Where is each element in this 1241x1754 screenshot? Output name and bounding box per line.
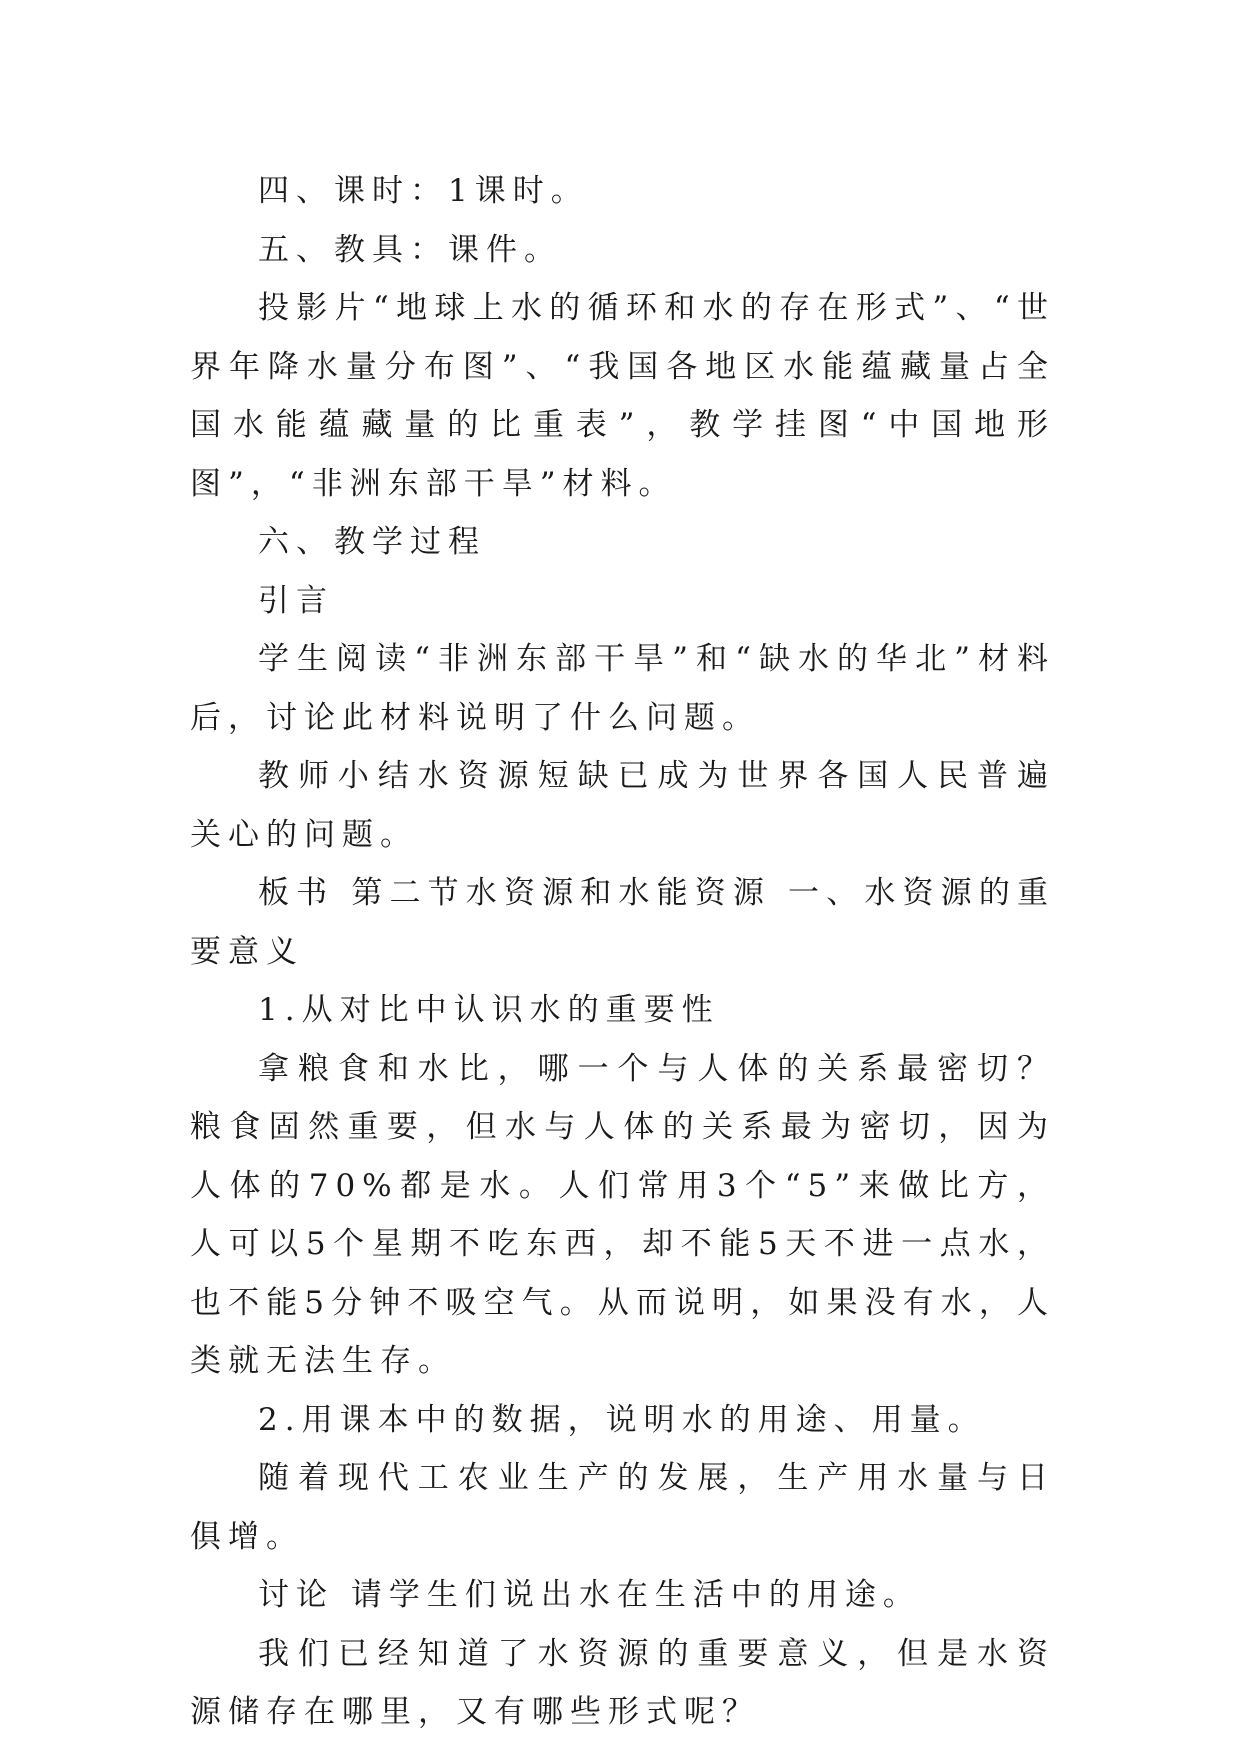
paragraph-blackboard-writing: 板书 第二节水资源和水能资源 一、水资源的重要意义 (190, 875, 1055, 970)
paragraph-lesson-hours: 四、课时：1课时。 (258, 173, 589, 209)
subheading-introduction: 引言 (258, 582, 334, 619)
section-heading-teaching-process: 六、教学过程 (258, 524, 486, 560)
paragraph-student-reading: 学生阅读“非洲东部干旱”和“缺水的华北”材料后，讨论此材料说明了什么问题。 (190, 641, 1056, 736)
paragraph-discussion: 讨论 请学生们说出水在生活中的用途。 (258, 1577, 921, 1613)
paragraph-water-usage-growth: 随着现代工农业生产的发展，生产用水量与日俱增。 (190, 1460, 1055, 1555)
list-item-2: 2.用课本中的数据，说明水的用途、用量。 (258, 1401, 986, 1438)
paragraph-grain-and-water: 拿粮食和水比，哪一个与人体的关系最密切？粮食固然重要，但水与人体的关系最为密切，因为人体的70%都是水。人们常用3个“5”来做比方，人可以5个星期不吃东西，却不能5天不进一点水，也不能5分钟不吸空气。从而说明，如果没有水，人类就无法生存。 (190, 1050, 1055, 1379)
paragraph-teaching-aids: 五、教具：课件。 (258, 231, 562, 268)
list-item-1: 1.从对比中认识水的重要性 (258, 992, 720, 1028)
paragraph-teacher-summary: 教师小结水资源短缺已成为世界各国人民普遍关心的问题。 (190, 758, 1055, 853)
paragraph-projection-materials: 投影片“地球上水的循环和水的存在形式”、“世界年降水量分布图”、“我国各地区水能蕴藏量占全国水能蕴藏量的比重表”，教学挂图“中国地形图”，“非洲东部干旱”材料。 (190, 290, 1055, 502)
paragraph-closing-question: 我们已经知道了水资源的重要意义，但是水资源储存在哪里，又有哪些形式呢？ (190, 1635, 1055, 1730)
